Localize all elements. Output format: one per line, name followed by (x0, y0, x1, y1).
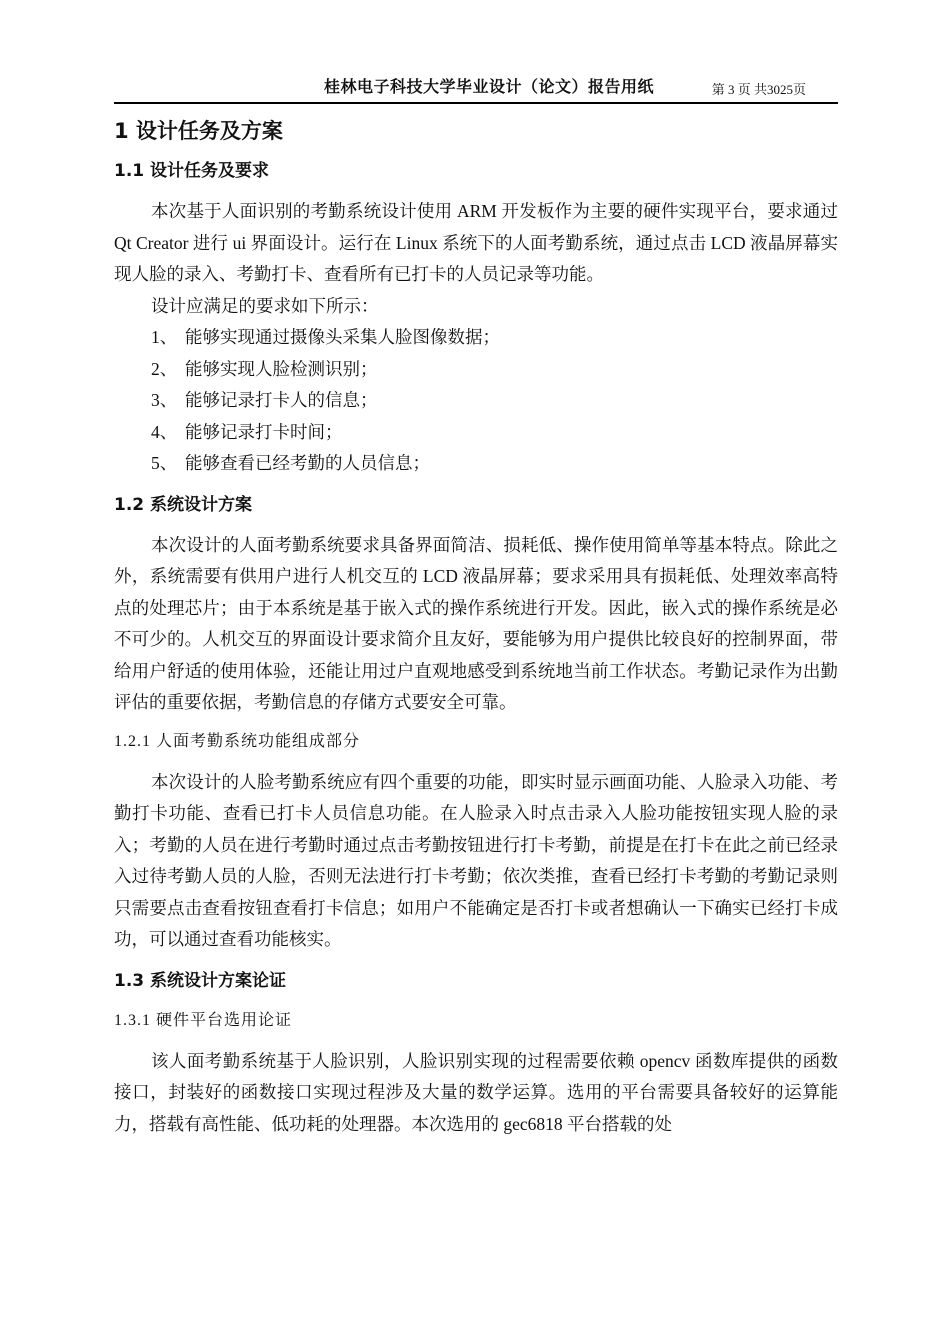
list-item (114, 417, 838, 449)
paragraph: 本次基于人面识别的考勤系统设计使用 ARM 开发板作为主要的硬件实现平台，要求通过 Qt Creator 进行 ui 界面设计。运行在 Linux 系统下的人面考勤系统，通过点击 LCD 液晶屏幕实现人脸的录入、考勤打卡、查看所有已打卡的人员记录等功能。 (114, 201, 838, 284)
section-heading-1: 1 设计任务及方案 (114, 119, 283, 143)
subsection-heading-1-2-1: 1.2.1 人面考勤系统功能组成部分 (114, 732, 361, 750)
list-text: 能够实现人脸检测识别； (185, 358, 378, 379)
list-text: 能够实现通过摄像头采集人脸图像数据； (185, 327, 500, 347)
list-text: 能够查看已经考勤的人员信息； (185, 453, 430, 473)
list-number: 3、 (151, 390, 178, 410)
section-heading-1-3: 1.3 系统设计方案论证 (114, 970, 287, 991)
list-number: 5、 (151, 453, 178, 473)
document-body (114, 114, 838, 1140)
paragraph: 该人面考勤系统基于人脸识别，人脸识别实现的过程需要依赖 opencv 函数库提供的函数接口，封装好的函数接口实现过程涉及大量的数学运算。选用的平台需要具备较好的运算能力，搭载有高性能、低功耗的处理器。本次选用的 gec6818 平台搭载的处 (114, 1050, 838, 1134)
section-heading-1-2: 1.2 系统设计方案 (114, 494, 253, 515)
section-heading-1-1: 1.1 设计任务及要求 (114, 161, 270, 181)
header-title: 桂林电子科技大学毕业设计（论文）报告用纸 (324, 79, 655, 96)
list-text: 能够记录打卡时间； (185, 421, 343, 442)
list-number: 4、 (151, 421, 178, 442)
list-item (114, 354, 838, 386)
subsection-heading-1-3-1: 1.3.1 硬件平台选用论证 (114, 1011, 293, 1029)
paragraph: 设计应满足的要求如下所示： (151, 295, 379, 316)
requirement-list (114, 322, 838, 480)
list-item (114, 448, 838, 480)
list-number: 2、 (151, 358, 178, 379)
paragraph: 本次设计的人面考勤系统要求具备界面简洁、损耗低、操作使用简单等基本特点。除此之外，系统需要有供用户进行人机交互的 LCD 液晶屏幕；要求采用具有损耗低、处理效率高特点的处理芯片；由于本系统是基于嵌入式的操作系统进行开发。因此，嵌入式的操作系统是必不可少的。人机交互的界面设计要求简介且友好，要能够为用户提供比较良好的控制界面，带给用户舒适的使用体验，还能让用过户直观地感受到系统地当前工作状态。考勤记录作为出勤评估的重要依据，考勤信息的存储方式要安全可靠。 (114, 534, 838, 712)
list-text: 能够记录打卡人的信息； (185, 390, 378, 410)
list-number: 1、 (151, 327, 178, 347)
list-item (114, 322, 838, 354)
page-header (114, 64, 838, 104)
paragraph: 本次设计的人脸考勤系统应有四个重要的功能，即实时显示画面功能、人脸录入功能、考勤打卡功能、查看已打卡人员信息功能。在人脸录入时点击录入人脸功能按钮实现人脸的录入；考勤的人员在进行考勤时通过点击考勤按钮进行打卡考勤，前提是在打卡在此之前已经录入过待考勤人员的人脸，否则无法进行打卡考勤；依次类推，查看已经打卡考勤的考勤记录则只需要点击查看按钮查看打卡信息；如用户不能确定是否打卡或者想确认一下确实已经打卡成功，可以通过查看功能核实。 (114, 771, 838, 949)
list-item (114, 385, 838, 417)
page-number: 第 3 页 共3025页 (711, 82, 806, 97)
